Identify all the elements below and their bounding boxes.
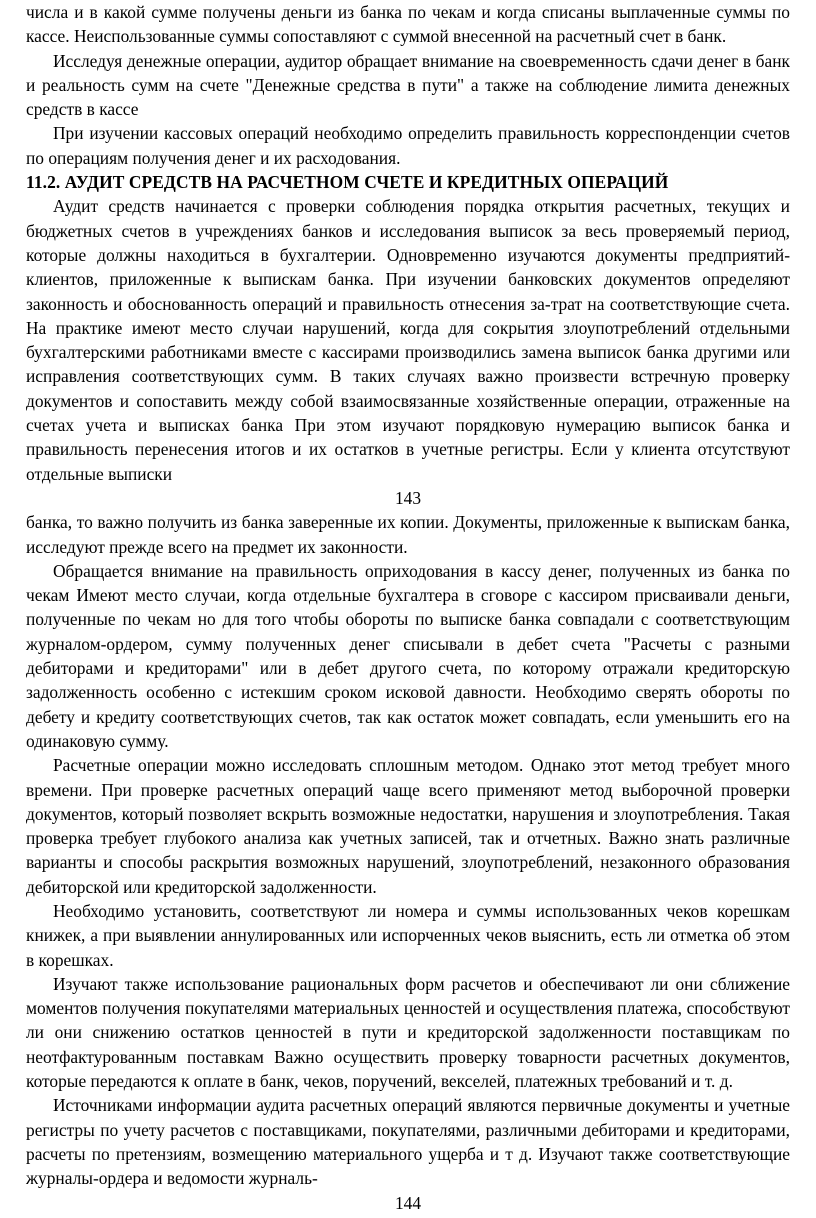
page-number: 143 [394,487,422,508]
paragraph: Аудит средств начинается с проверки соблюдения порядка открытия расчетных, текущих и бюджетных счетов в учреждениях банков и исследования выписок за весь проверяемый период, которые должны находиться в бухгалтерии. Одновременно изучаются документы предприятий-клиентов, приложенные к выпискам банка. При изучении банковских документов определяют законность и обоснованность операций и правильность отнесения за-трат на соответствующие счета. На практике имеют место случаи нарушений, когда для сокрытия злоупотреблений отдельными бухгалтерскими работниками вместе с кассирами производились замена выписок банка другими или исправления соответствующих сумм. В таких случаях важно произвести встречную проверку документов и сопоставить между собой взаимосвязанные хозяйственные операции, отраженные на счетах учета и выписках банка При этом изучают порядковую нумерацию выписок банка и правильность перенесения итогов и их остатков в учетные регистры. Если у клиента отсутствуют отдельные выписки [26,196,790,484]
paragraph: При изучении кассовых операций необходимо определить правильность корреспонденции счетов по операциям получения денег и их расходования. [26,123,790,168]
section-heading: 11.2. АУДИТ СРЕДСТВ НА РАСЧЕТНОМ СЧЕТЕ И КРЕДИТНЫХ ОПЕРАЦИЙ [26,172,669,193]
paragraph-continuation: числа и в какой сумме получены деньги из банка по чекам и когда списаны выплаченные суммы по кассе. Неиспользованные суммы сопоставляют с суммой внесенной на расчетный счет в банк. [26,2,790,47]
paragraph: Обращается внимание на правильность оприходования в кассу денег, полученных из банка по чекам Имеют место случаи, когда отдельные бухгалтера в сговоре с кассиром присваивали деньги, полученные по чекам но для того чтобы обороты по выписке банка совпадали с соответствующим журналом-ордером, сумму полученных денег списывали в дебет счета "Расчеты с разными дебиторами и кредиторами" или в дебет другого счета, по которому отражали кредиторскую задолженность особенно с истекшим сроком исковой давности. Необходимо сверять обороты по дебету и кредиту соответствующих счетов, так как остаток может совпадать, если уменьшить его на одинаковую сумму. [26,560,790,751]
paragraph: Источниками информации аудита расчетных операций являются первичные документы и учетные регистры по учету расчетов с поставщиками, покупателями, различными дебиторами и кредиторами, расчеты по претензиям, возмещению материального ущерба и т д. Изучают также соответствующие журналы-ордера и ведомости журналь- [26,1095,790,1189]
document-page [26,0,790,1215]
paragraph: Исследуя денежные операции, аудитор обращает внимание на своевременность сдачи денег в банк и реальность сумм на счете "Денежные средства в пути" а также на соблюдение лимита денежных средств в кассе [26,50,790,120]
paragraph: Необходимо установить, соответствуют ли номера и суммы использованных чеков корешкам книжек, а при выявлении аннулированных или испорченных чеков выяснить, есть ли отметка об этом в корешках. [26,900,790,970]
paragraph: Расчетные операции можно исследовать сплошным методом. Однако этот метод требует много времени. При проверке расчетных операций чаще всего применяют метод выборочной проверки документов, который позволяет вскрыть возможные недостатки, нарушения и злоупотребления. Такая проверка требует глубокого анализа как учетных записей, так и отчетных. Важно знать различные варианты и способы раскрытия возможных нарушений, злоупотреблений, незаконного образования дебиторской или кредиторской задолженности. [26,755,790,897]
page-number: 144 [394,1192,422,1213]
paragraph: Изучают также использование рациональных форм расчетов и обеспечивают ли они сближение моментов получения покупателями материальных ценностей и осуществления платежа, способствуют ли они снижению остатков ценностей в пути и кредиторской задолженности поставщикам по неотфактурованным поставкам Важно осуществить проверку товарности расчетных документов, которые передаются к оплате в банк, чеков, поручений, векселей, платежных требований и т. д. [26,973,790,1092]
paragraph-continuation: банка, то важно получить из банка заверенные их копии. Документы, приложенные к выпискам банка, исследуют прежде всего на предмет их законности. [26,512,790,557]
